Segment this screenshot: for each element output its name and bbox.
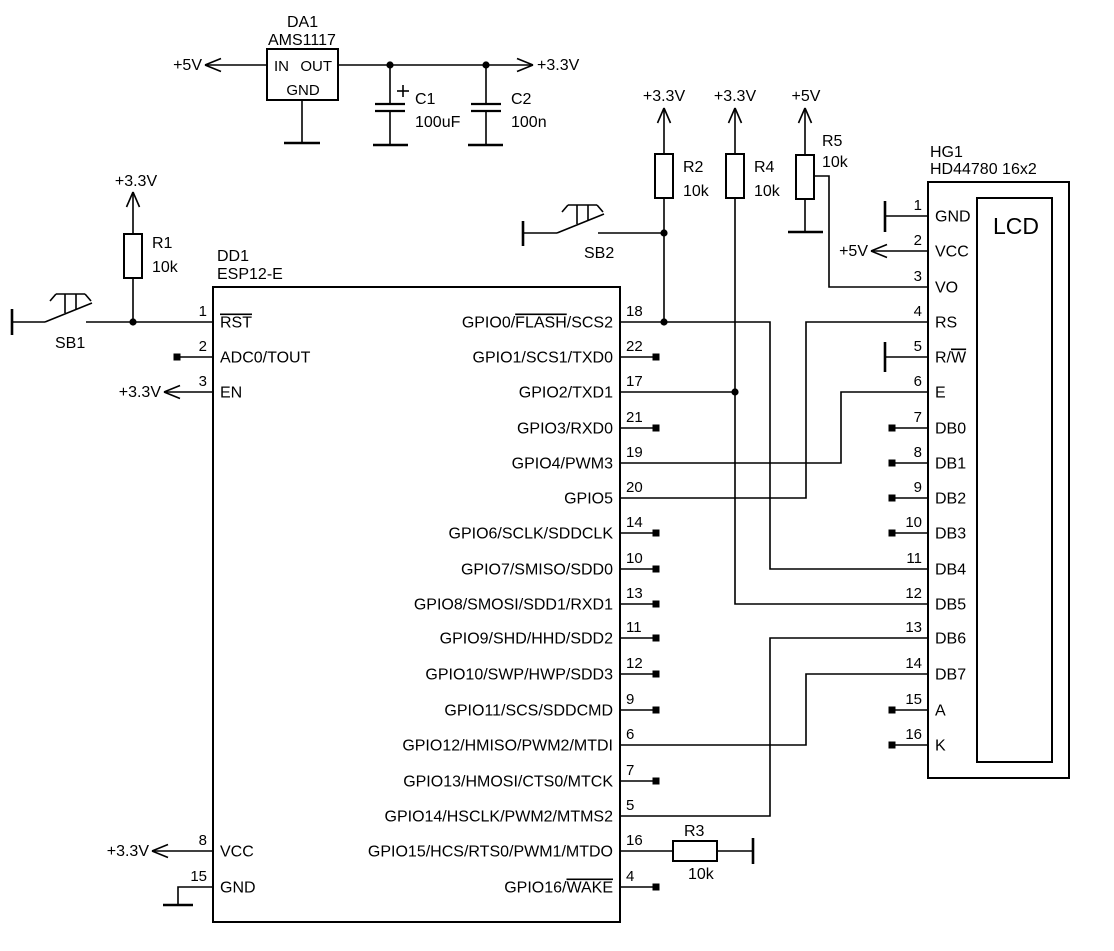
pin-name-segment: DB2 [935, 490, 967, 508]
button-actuator [50, 294, 56, 301]
pin-name [461, 562, 613, 579]
nc-square [653, 601, 660, 608]
power-label: +5V [173, 57, 202, 74]
pin-name-segment: GPIO4/PWM3 [511, 455, 613, 473]
capacitor-ref: C1 [415, 91, 436, 108]
pin-name [473, 350, 614, 367]
junction-dot [386, 61, 393, 68]
pin-number: 8 [198, 832, 207, 849]
power-arrow [735, 108, 742, 123]
pin-name [368, 844, 613, 861]
ic-part: ESP12-E [217, 266, 283, 283]
regulator-DA1 [267, 14, 338, 100]
pin-name-segment: DB6 [935, 630, 967, 648]
resistor-body [655, 154, 673, 198]
power-label: +3.3V [106, 843, 149, 860]
pin-name-segment: GPIO10/SWP/HWP/SDD3 [425, 666, 613, 684]
button-actuator [562, 205, 568, 212]
power-flag-+5V [792, 88, 821, 123]
nc-square [889, 530, 896, 537]
pin-name [519, 385, 613, 402]
pin-name [935, 280, 958, 297]
power-label: +3.3V [537, 57, 580, 74]
pin-number: 1 [198, 303, 207, 320]
junction-dot [129, 318, 136, 325]
pin-number: 9 [626, 691, 635, 708]
wire [620, 322, 928, 569]
pin-name [414, 597, 613, 614]
pin-name [220, 880, 256, 897]
button-actuator [597, 205, 603, 212]
button-actuator [85, 294, 91, 301]
power-arrow [658, 108, 665, 123]
wire [735, 198, 928, 604]
resistor-body [796, 155, 814, 199]
pin-number: 10 [626, 550, 643, 567]
pin-name-segment: RS [935, 314, 958, 332]
pin-number: 7 [913, 409, 922, 426]
power-label: +3.3V [114, 173, 158, 190]
pin-name [504, 880, 613, 897]
nc-stub [889, 495, 929, 502]
pin-name-segment: DB0 [935, 420, 967, 438]
pin-number: 3 [913, 268, 922, 285]
resistor-ref: R3 [684, 823, 705, 840]
power-label: +3.3V [713, 88, 757, 105]
power-label: +5V [839, 243, 868, 260]
pin-name-segment: W [951, 349, 967, 367]
lcd-label: LCD [992, 213, 1040, 239]
pin-name-segment: VO [935, 279, 959, 297]
pin-name-segment: DB1 [935, 455, 967, 473]
resistor-ref: R1 [152, 235, 173, 252]
pin-name-segment: DB5 [935, 596, 967, 614]
power-arrow [805, 108, 812, 123]
pin-name [564, 491, 613, 508]
regulator-part: AMS1117 [268, 32, 336, 49]
pin-name-segment: DB4 [935, 561, 967, 579]
pin-name-segment: GPIO2/TXD1 [518, 384, 613, 402]
pin-number: 12 [626, 655, 643, 672]
pin-name [935, 526, 966, 543]
pin-name-segment: GPIO12/HMISO/PWM2/MTDI [402, 737, 613, 755]
pin-name [220, 350, 311, 367]
nc-square [174, 354, 181, 361]
pin-name [425, 667, 613, 684]
pin-name-segment: GPIO6/SCLK/SDDCLK [448, 525, 613, 543]
power-arrow [133, 192, 140, 207]
pin-number: 21 [626, 409, 643, 426]
pin-number: 6 [626, 726, 635, 743]
push-button-SB1 [45, 294, 92, 352]
power-arrow [127, 192, 134, 207]
pin-name-segment: GND [220, 879, 256, 897]
pin-name-segment: R/ [935, 349, 951, 367]
nc-square [889, 495, 896, 502]
pin-number: 13 [626, 585, 643, 602]
resistor-R5 [796, 133, 849, 199]
nc-square [889, 742, 896, 749]
pin-name [385, 809, 614, 826]
button-ref: SB2 [584, 245, 615, 262]
wire [814, 176, 928, 287]
wire [620, 638, 928, 816]
nc-square [653, 884, 660, 891]
pin-name [935, 456, 966, 473]
button-ref: SB1 [55, 335, 86, 352]
pin-name-segment: GPIO7/SMISO/SDD0 [460, 561, 613, 579]
pin-name [935, 562, 966, 579]
nc-square [653, 530, 660, 537]
pin-number: 16 [626, 832, 643, 849]
pin-name-segment: DB3 [935, 525, 967, 543]
power-arrow [152, 851, 168, 858]
nc-square [889, 707, 896, 714]
pin-number: 4 [626, 868, 635, 885]
pin-label-gnd: GND [286, 82, 320, 99]
resistor-value: 10k [688, 866, 714, 883]
pin-name [462, 315, 613, 332]
resistor-value: 10k [683, 183, 709, 200]
pin-name-segment: A [935, 702, 946, 720]
pin-number: 12 [905, 585, 922, 602]
pin-name-segment: VCC [220, 843, 254, 861]
resistor-value: 10k [152, 259, 178, 276]
nc-square [889, 460, 896, 467]
pin-label-in: IN [274, 58, 289, 75]
resistor-body [124, 234, 142, 278]
resistor-value: 10k [754, 183, 780, 200]
pin-name [935, 315, 957, 332]
pin-name [935, 421, 966, 438]
pin-name [935, 244, 969, 261]
nc-stub [889, 460, 929, 467]
button-contact [557, 214, 604, 233]
nc-square [653, 425, 660, 432]
ic-ref: DD1 [217, 248, 250, 265]
resistor-R1 [124, 234, 179, 278]
capacitor-ref: C2 [511, 91, 532, 108]
pin-name [440, 631, 613, 648]
pin-name-segment: GPIO14/HSCLK/PWM2/MTMS2 [384, 808, 613, 826]
power-label: +3.3V [118, 384, 161, 401]
power-arrow [664, 108, 671, 123]
junction-dot [660, 229, 667, 236]
nc-square [653, 778, 660, 785]
power-arrow [152, 845, 168, 852]
pin-name [220, 385, 242, 402]
pin-name-segment: GPIO13/HMOSI/CTS0/MTCK [403, 773, 613, 791]
nc-square [653, 635, 660, 642]
resistor-ref: R4 [754, 159, 775, 176]
pin-name [935, 738, 946, 755]
pin-number: 15 [905, 691, 922, 708]
ic-body [928, 182, 1069, 778]
pin-name [935, 209, 971, 226]
pin-name [449, 526, 614, 543]
pin-number: 6 [913, 373, 922, 390]
pin-name-segment: RST [220, 314, 252, 332]
pin-name [935, 597, 966, 614]
pin-name [935, 631, 966, 648]
ic-HG1 [905, 144, 1069, 778]
pin-number: 13 [905, 619, 922, 636]
pin-name-segment: GPIO8/SMOSI/SDD1/RXD1 [413, 596, 613, 614]
resistor-R2 [655, 154, 710, 200]
wire [178, 887, 213, 905]
pin-name-segment: E [935, 384, 946, 402]
ic-ref: HG1 [930, 144, 963, 161]
nc-square [889, 425, 896, 432]
pin-name-segment: GPIO11/SCS/SDDCMD [444, 702, 613, 720]
power-arrow [871, 251, 887, 258]
nc-square [653, 354, 660, 361]
power-label: +5V [791, 88, 821, 105]
pin-number: 19 [626, 444, 643, 461]
power-arrow [799, 108, 806, 123]
pin-number: 15 [190, 868, 207, 885]
pin-number: 11 [906, 550, 922, 567]
pin-number: 9 [913, 479, 922, 496]
pin-name-segment: GND [935, 208, 971, 226]
pin-number: 17 [626, 373, 643, 390]
pin-name-segment: ADC0/TOUT [220, 349, 311, 367]
pin-name-segment: FLASH [515, 314, 567, 332]
power-arrow [205, 65, 221, 72]
pin-name [402, 738, 613, 755]
resistor-ref: R5 [822, 133, 843, 150]
pin-number: 4 [913, 303, 922, 320]
nc-square [653, 566, 660, 573]
pin-name-segment: GPIO0/ [461, 314, 516, 332]
power-arrow [871, 245, 887, 252]
pin-name [935, 667, 966, 684]
button-contact [45, 303, 92, 322]
pin-number: 10 [905, 514, 922, 531]
power-arrow [205, 59, 221, 66]
nc-square [653, 707, 660, 714]
pin-number: 5 [913, 338, 922, 355]
power-flag-+3.3V [115, 173, 158, 207]
resistor-ref: R2 [683, 159, 704, 176]
nc-stub [889, 425, 929, 432]
wire [620, 322, 928, 498]
junction-dot [731, 388, 738, 395]
pin-name-segment: GPIO5 [564, 490, 613, 508]
pin-number: 7 [626, 762, 635, 779]
pin-number: 18 [626, 303, 643, 320]
pin-name-segment: GPIO16/ [504, 879, 567, 897]
pin-number: 8 [913, 444, 922, 461]
lcd-screen [977, 198, 1052, 762]
nc-stub [174, 354, 214, 361]
pin-name-segment: DB7 [935, 666, 967, 684]
pin-name-segment: VCC [935, 243, 969, 261]
pin-name [403, 774, 613, 791]
pin-number: 11 [626, 619, 642, 636]
pin-name-segment: EN [220, 384, 243, 402]
pin-name-segment: GPIO1/SCS1/TXD0 [472, 349, 613, 367]
pin-name-segment: GPIO3/RXD0 [516, 420, 613, 438]
resistor-body [726, 154, 744, 198]
ic-part: HD44780 16x2 [930, 161, 1037, 178]
pin-name [444, 703, 613, 720]
pin-name [935, 385, 946, 402]
pin-number: 3 [198, 373, 207, 390]
power-arrow [517, 65, 533, 72]
pin-name [935, 703, 946, 720]
pin-number: 16 [905, 726, 922, 743]
capacitor-value: 100uF [415, 114, 461, 131]
power-label: +3.3V [642, 88, 686, 105]
resistor-value: 10k [822, 154, 848, 171]
pin-number: 22 [626, 338, 643, 355]
pin-name-segment: GPIO15/HCS/RTS0/PWM1/MTDO [367, 843, 613, 861]
pin-number: 20 [626, 479, 643, 496]
pin-name [935, 350, 967, 367]
pin-name [512, 456, 613, 473]
pin-number: 14 [905, 655, 922, 672]
pin-name-segment: WAKE [566, 879, 613, 897]
pin-name-segment: K [935, 737, 946, 755]
pin-name-segment: GPIO9/SHD/HHD/SDD2 [439, 630, 613, 648]
power-arrow [729, 108, 736, 123]
pin-name [220, 315, 252, 332]
junction-dot [482, 61, 489, 68]
wire [620, 674, 928, 745]
resistor-R3 [673, 823, 717, 883]
pin-number: 2 [198, 338, 207, 355]
resistor-body [673, 841, 717, 861]
nc-square [653, 671, 660, 678]
pin-name [935, 491, 966, 508]
pin-name-segment: /SCS2 [566, 314, 613, 332]
pin-number: 1 [913, 197, 922, 214]
pin-number: 5 [626, 797, 635, 814]
capacitor-C1 [375, 85, 461, 131]
power-arrow [164, 392, 180, 399]
regulator-ref: DA1 [287, 14, 319, 31]
pin-label-out: OUT [300, 58, 332, 75]
junction-dot [660, 318, 667, 325]
pin-name [517, 421, 613, 438]
power-arrow [517, 59, 533, 66]
wire [620, 392, 928, 463]
capacitor-C2 [471, 91, 547, 131]
power-arrow [164, 386, 180, 393]
pin-number: 2 [913, 232, 922, 249]
resistor-R4 [726, 154, 781, 200]
capacitor-value: 100n [511, 114, 547, 131]
pin-name [220, 844, 254, 861]
ic-DD1 [190, 248, 642, 922]
pin-number: 14 [626, 514, 643, 531]
